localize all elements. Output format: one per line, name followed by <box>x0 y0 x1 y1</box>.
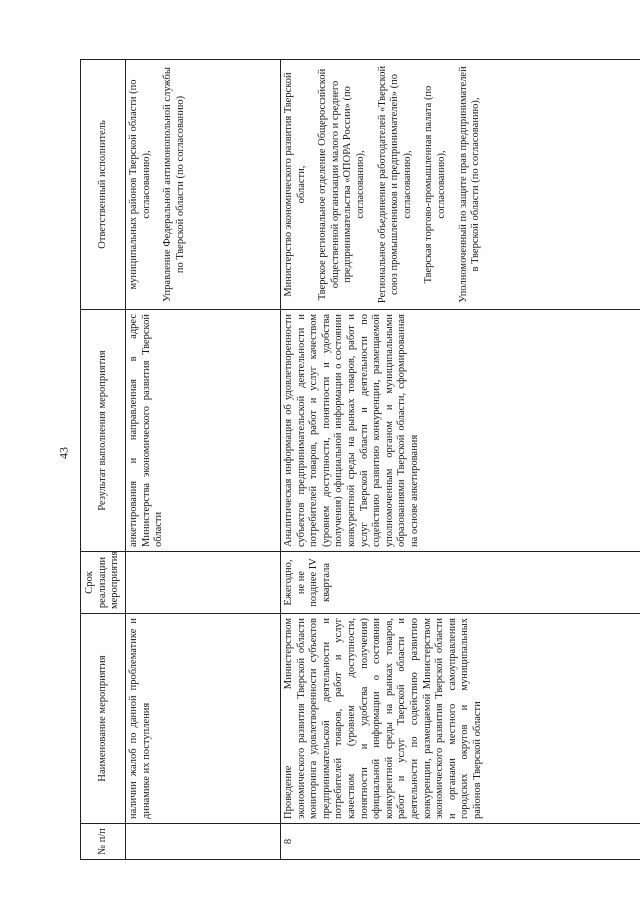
executor-item: Управление Федеральной антимонопольной службы по Тверской области (по согласованию) <box>162 67 186 302</box>
page-number: 43 <box>56 447 71 459</box>
row1-term <box>126 552 281 614</box>
row1-executor <box>126 60 281 310</box>
executor-item: Уполномоченный по защите прав предпринимателей в Тверской области (по согласованию), <box>457 66 482 303</box>
executor-item: Региональное объединение работодателей «Тверской союз промышленников и предпринимателей» (по согласованию), <box>376 65 413 304</box>
header-term: Срок реализации мероприятия <box>81 552 126 614</box>
table-row <box>126 60 281 860</box>
row1-result: анкетирования и направленная в адрес Министерства экономического развития Тверской области <box>126 310 281 552</box>
measures-table <box>80 59 640 860</box>
executor-item: муниципальных районов Тверской области (по согласованию), <box>128 79 152 290</box>
executor-item: Тверское региональное отделение Общероссийской общественной организации малого и среднего предпринимательства «ОПОРА России» (по согласованию), <box>317 68 366 301</box>
table-row <box>281 60 640 860</box>
header-executor: Ответственный исполнитель <box>81 60 126 310</box>
table-header-row <box>81 60 126 860</box>
row2-term: Ежегодно, не не позднее IV квартала <box>281 552 640 614</box>
row2-name: Проведение Министерством экономического развития Тверской области мониторинга удовлетворенности субъектов предпринимательской деятельности и потребителей товаров, работ и услуг качеством (уровнем доступности, понятности и удобства получения) официальной информации о состоянии конкурентной среды на рынках товаров, работ и услуг Тверской области и деятельности по содействию развитию конкуренции, размещаемой Министерством экономического развития Тверской области и органами местного самоуправления городских округов и муниципальных районов Тверской области <box>281 614 640 824</box>
row2-executor <box>281 60 640 310</box>
row2-num: 8 <box>281 824 640 860</box>
row1-num <box>126 824 281 860</box>
header-num: № п/п <box>81 824 126 860</box>
executor-item: Тверская торгово-промышленная палата (по согласованию), <box>423 85 447 284</box>
row1-name: наличии жалоб по данной проблематике и динамике их поступления <box>126 614 281 824</box>
row2-result: Аналитическая информация об удовлетворенности субъектов предпринимательской деятельности и потребителей товаров, работ и услуг качеством (уровнем доступности, понятности и удобства получения) официальной информации о состоянии конкурентной среды на рынках товаров, работ и услуг Тверской области и деятельности по содействию развитию конкуренции, размещаемой уполномоченным органом и муниципальными образованиями Тверской области, сформированная на основе анкетирования <box>281 310 640 552</box>
header-result: Результат выполнения мероприятия <box>81 310 126 552</box>
rotated-page-content <box>80 60 640 860</box>
header-name: Наименование мероприятия <box>81 614 126 824</box>
executor-item: Министерство экономического развития Тверской области, <box>283 72 307 297</box>
